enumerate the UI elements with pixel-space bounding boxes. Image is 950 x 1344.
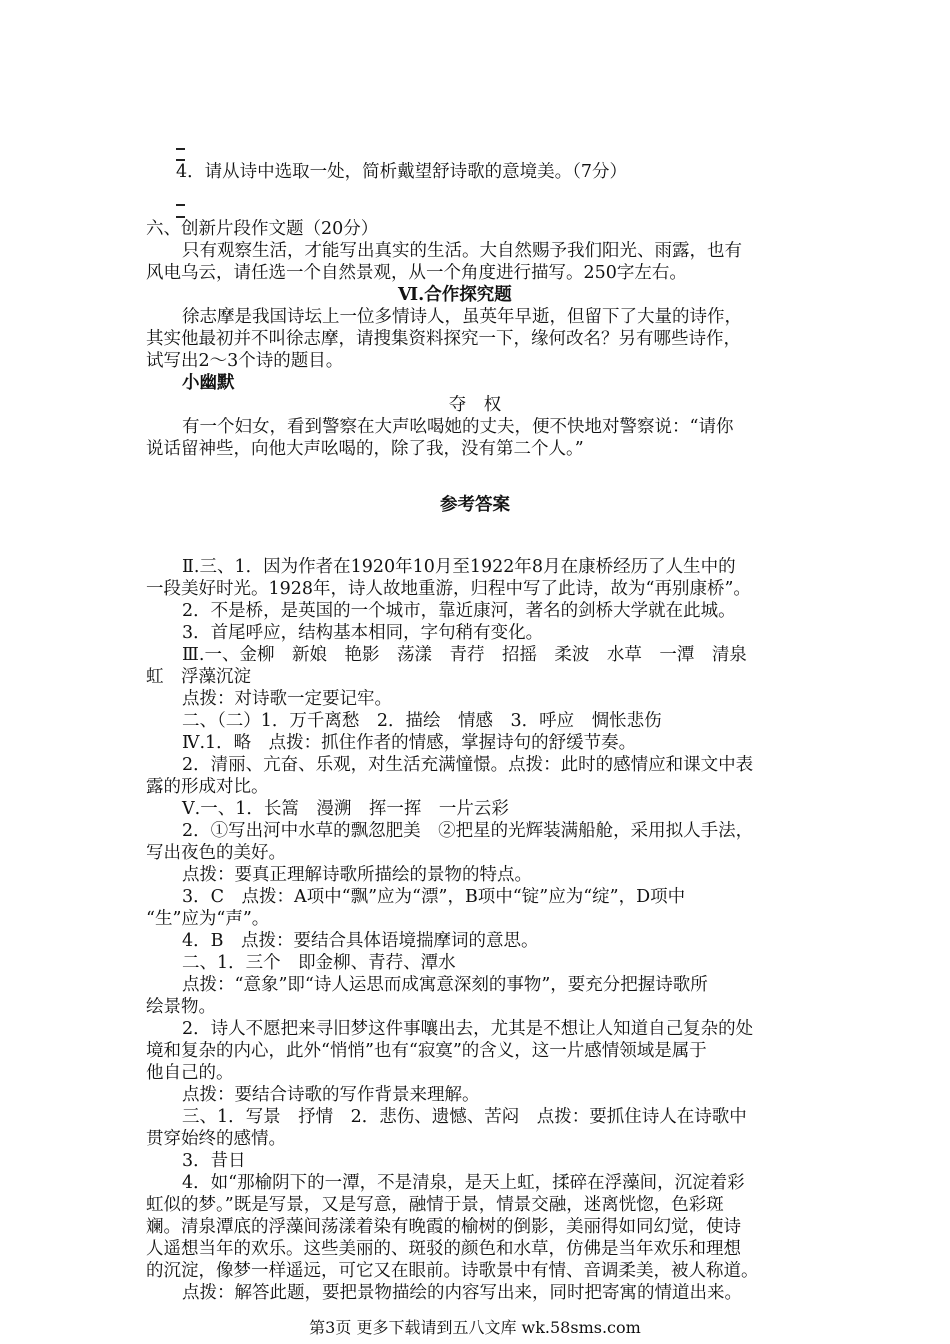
cooperative-inquiry-text: 徐志摩是我国诗坛上一位多情诗人，虽英年早逝，但留下了大量的诗作， [182, 307, 742, 327]
cooperative-inquiry-text: 试写出2～3个诗的题目。 [146, 351, 344, 371]
answers-title: 参考答案 [440, 495, 510, 515]
answer-line: Ⅲ.一、金柳 新娘 艳影 荡漾 青荇 招摇 柔波 水草 一潭 清泉 [182, 645, 747, 665]
answer-line: 境和复杂的内心，此外“悄悄”也有“寂寞”的含义，这一片感情领域是属于 [146, 1041, 707, 1061]
cooperative-inquiry-text: 其实他最初并不叫徐志摩，请搜集资料探究一下，缘何改名？另有哪些诗作， [146, 329, 741, 349]
answer-line: 3．C 点拨：A项中“飘”应为“漂”，B项中“锭”应为“绽”，D项中 [182, 887, 686, 907]
answer-line: 2．清丽、亢奋、乐观，对生活充满憧憬。点拨：此时的感情应和课文中表 [182, 755, 754, 775]
answer-line: 4．如“那榆阴下的一潭，不是清泉，是天上虹，揉碎在浮藻间，沉淀着彩 [182, 1173, 745, 1193]
humor-title: 小幽默 [182, 373, 235, 393]
answer-line: Ⅱ.三、1．因为作者在1920年10月至1922年8月在康桥经历了人生中的 [182, 557, 736, 577]
answer-line: 3．昔日 [182, 1151, 246, 1171]
humor-subtitle: 夺 权 [448, 395, 502, 415]
answer-line: 2．不是桥，是英国的一个城市，靠近康河，著名的剑桥大学就在此城。 [182, 601, 736, 621]
answer-line: 点拨：解答此题，要把景物描绘的内容写出来，同时把寄寓的情道出来。 [182, 1283, 742, 1303]
answer-line: 人遥想当年的欢乐。这些美丽的、斑驳的颜色和水草，仿佛是当年欢乐和理想 [146, 1239, 741, 1259]
humor-text: 说话留神些，向他大声吆喝的，除了我，没有第二个人。” [146, 439, 584, 459]
answer-line: 的沉淀，像梦一样遥远，可它又在眼前。诗歌景中有情、音调柔美，被人称道。 [146, 1261, 759, 1281]
answer-line: 一段美好时光。1928年，诗人故地重游，归程中写了此诗，故为“再别康桥”。 [146, 579, 751, 599]
answer-line: 点拨：要结合诗歌的写作背景来理解。 [182, 1085, 480, 1105]
page-footer: 第3页 更多下载请到五八文库 wk.58sms.com [309, 1318, 641, 1337]
answer-line: 二、（二）1．万千离愁 2．描绘 情感 3．呼应 惆怅悲伤 [182, 711, 662, 731]
answer-line: 贯穿始终的感情。 [146, 1129, 286, 1149]
answer-line: Ⅳ.1．略 点拨：抓住作者的情感，掌握诗句的舒缓节奏。 [182, 733, 637, 753]
cooperative-inquiry-title: Ⅵ.合作探究题 [398, 285, 512, 305]
answer-line: 虹似的梦。”既是写景，又是写意，融情于景，情景交融，迷离恍惚，色彩斑 [146, 1195, 724, 1215]
section-6-text: 只有观察生活，才能写出真实的生活。大自然赐予我们阳光、雨露，也有 [182, 241, 742, 261]
answer-line: 3．首尾呼应，结构基本相同，字句稍有变化。 [182, 623, 544, 643]
section-6-title: 六、创新片段作文题（20分） [146, 219, 379, 239]
answer-line: 虹 浮藻沉淀 [146, 667, 251, 687]
section-6-text: 风电乌云，请任选一个自然景观，从一个角度进行描写。250字左右。 [146, 263, 687, 283]
answer-line: 2．①写出河中水草的飘忽肥美 ②把星的光辉装满船舱，采用拟人手法， [182, 821, 754, 841]
answer-line: Ⅴ.一、1．长篙 漫溯 挥一挥 一片云彩 [182, 799, 509, 819]
answer-line: 2．诗人不愿把来寻旧梦这件事嚷出去，尤其是不想让人知道自己复杂的处 [182, 1019, 754, 1039]
humor-text: 有一个妇女，看到警察在大声吆喝她的丈夫，便不快地对警察说：“请你 [182, 417, 734, 437]
answer-line: 绘景物。 [146, 997, 216, 1017]
answer-line: 点拨：要真正理解诗歌所描绘的景物的特点。 [182, 865, 532, 885]
answer-line: 写出夜色的美好。 [146, 843, 286, 863]
answer-line: 他自己的。 [146, 1063, 234, 1083]
answer-line: 点拨：对诗歌一定要记牢。 [182, 689, 392, 709]
answer-line: 三、1．写景 抒情 2．悲伤、遗憾、苦闷 点拨：要抓住诗人在诗歌中 [182, 1107, 747, 1127]
answer-line: 二、1．三个 即金柳、青荇、潭水 [182, 953, 456, 973]
answer-line: 4．B 点拨：要结合具体语境揣摩词的意思。 [182, 931, 539, 951]
answer-line: 斓。清泉潭底的浮藻间荡漾着染有晚霞的榆树的倒影，美丽得如同幻觉，使诗 [146, 1217, 741, 1237]
answer-line-mark [176, 148, 185, 150]
answer-line: 点拨：“意象”即“诗人运思而成寓意深刻的事物”，要充分把握诗歌所 [182, 975, 708, 995]
answer-line: “生”应为“声”。 [146, 909, 270, 929]
answer-line: 露的形成对比。 [146, 777, 269, 797]
answer-line-mark [176, 204, 185, 206]
question-4: 4．请从诗中选取一处，简析戴望舒诗歌的意境美。（7分） [176, 162, 628, 182]
